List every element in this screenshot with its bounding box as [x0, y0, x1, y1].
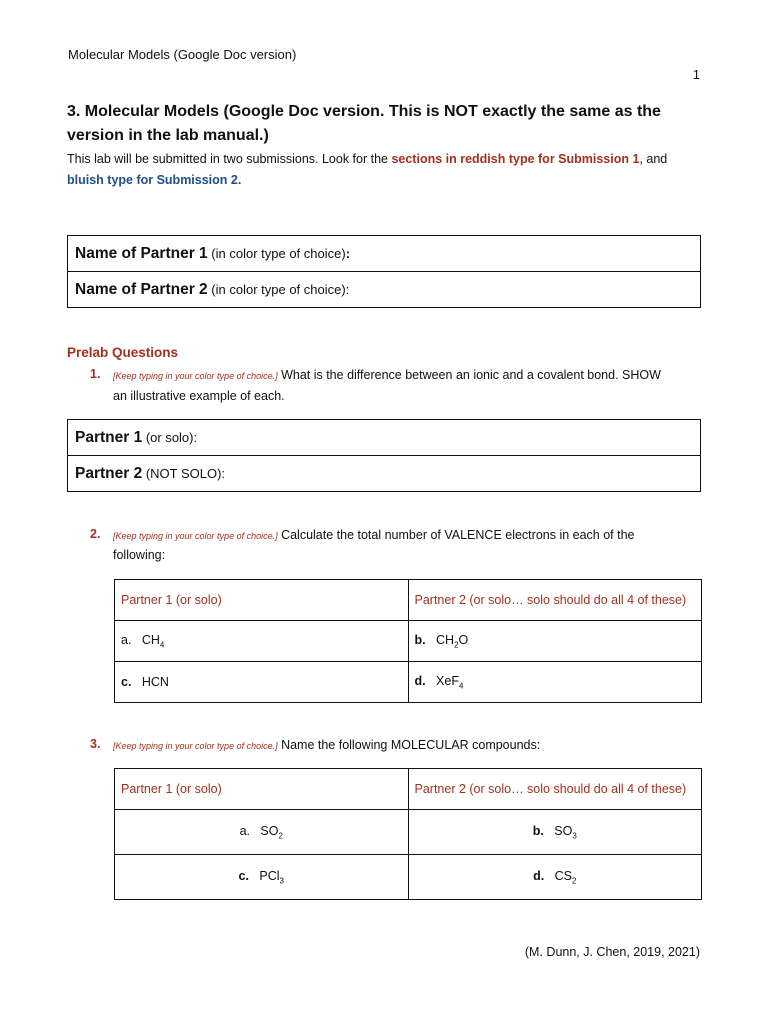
partner-1-note: (in color type of choice): [207, 245, 346, 261]
q3-a-subscript: 2: [278, 831, 283, 841]
q3-item-d[interactable]: [408, 855, 702, 900]
q3-text: [113, 735, 713, 756]
intro-submission-2: bluish type for Submission 2: [67, 173, 238, 187]
q2-d-subscript: 4: [458, 681, 464, 691]
q1-number: 1.: [90, 367, 101, 381]
q1-answer-table: [67, 419, 701, 492]
intro-mid: , and: [639, 152, 668, 166]
q2-c-formula: HCN: [141, 675, 169, 689]
q3-naming-table: [114, 768, 702, 900]
page-number: 1: [692, 67, 700, 82]
q3-c-label: c.: [238, 868, 249, 883]
partner-2-name-cell[interactable]: [68, 272, 701, 308]
q1-question-line-2: an illustrative example of each.: [113, 389, 285, 403]
q2-text: [113, 525, 713, 546]
q3-number: 3.: [90, 737, 101, 751]
q2-col-partner-1: Partner 1 (or solo): [115, 580, 409, 621]
q1-text: [113, 365, 713, 386]
q3-d-label: d.: [533, 868, 545, 883]
q2-item-a[interactable]: [115, 621, 409, 662]
table-row: [68, 236, 701, 272]
table-row: [68, 456, 701, 492]
q3-item-a[interactable]: [115, 810, 409, 855]
partner-2-label: Name of Partner 2: [75, 280, 208, 298]
q2-question-line-2: following:: [113, 548, 166, 562]
table-row: [115, 662, 702, 703]
partner-1-name-cell[interactable]: Name of Partner 1 (in color type of choice):: [68, 236, 701, 272]
q2-d-formula: XeF: [436, 673, 459, 688]
q2-b-formula-tail: O: [458, 632, 469, 647]
table-row: [115, 810, 702, 855]
q3-b-label: b.: [532, 823, 544, 838]
intro-paragraph: [67, 149, 707, 191]
q2-item-c[interactable]: [115, 662, 409, 703]
q2-c-label: c.: [121, 675, 132, 689]
q2-col-partner-2: Partner 2 (or solo… solo should do all 4 of these): [408, 580, 702, 621]
q3-a-formula: SO: [260, 823, 279, 838]
table-row: [68, 420, 701, 456]
q3-col-partner-1: Partner 1 (or solo): [115, 769, 409, 810]
table-row: [115, 580, 702, 621]
q2-keep-note: [Keep typing in your color type of choice.]: [113, 531, 278, 541]
page-title: 3. Molecular Models (Google Doc version. This is NOT exactly the same as the version in the lab manual.): [67, 103, 661, 144]
partner-1-label: Name of Partner 1: [75, 244, 208, 262]
document-footer: (M. Dunn, J. Chen, 2019, 2021): [524, 945, 700, 959]
q3-a-label: a.: [239, 823, 250, 838]
intro-end: .: [237, 173, 242, 187]
q2-b-subscript: 2: [454, 640, 459, 650]
q2-a-formula: CH: [141, 632, 160, 647]
q3-question: Name the following MOLECULAR compounds:: [277, 738, 541, 752]
table-row: [68, 272, 701, 308]
q1-partner-2-label: Partner 2: [75, 464, 143, 482]
q3-col-partner-2: Partner 2 (or solo… solo should do all 4 of these): [408, 769, 702, 810]
table-row: [115, 855, 702, 900]
q3-b-subscript: 3: [572, 831, 577, 841]
q2-b-label: b.: [414, 632, 426, 647]
q2-number: 2.: [90, 527, 101, 541]
table-row: [115, 621, 702, 662]
q1-partner-1-cell[interactable]: [68, 420, 701, 456]
q2-valence-table: [114, 579, 702, 703]
intro-submission-1: sections in reddish type for Submission 1: [391, 152, 640, 166]
q3-item-c[interactable]: [115, 855, 409, 900]
q2-b-formula: CH: [436, 632, 455, 647]
q2-a-label: a.: [121, 632, 132, 647]
q3-d-formula: CS: [554, 868, 572, 883]
q2-question-line-1: Calculate the total number of VALENCE electrons in each of the: [277, 528, 635, 542]
q2-d-label: d.: [414, 673, 426, 688]
q3-keep-note: [Keep typing in your color type of choice.]: [113, 741, 278, 751]
document-header: Molecular Models (Google Doc version): [68, 47, 297, 62]
intro-lead: This lab will be submitted in two submissions. Look for the: [67, 152, 392, 166]
q3-b-formula: SO: [554, 823, 573, 838]
q2-item-b[interactable]: [408, 621, 702, 662]
partner-2-note: (in color type of choice):: [207, 281, 350, 297]
q1-partner-1-note: (or solo):: [142, 429, 198, 445]
q3-c-subscript: 3: [279, 876, 284, 886]
q1-question-line-1: What is the difference between an ionic and a covalent bond. SHOW: [277, 368, 661, 382]
q3-item-b[interactable]: [408, 810, 702, 855]
q1-keep-note: [Keep typing in your color type of choice.]: [113, 371, 278, 381]
prelab-heading: Prelab Questions: [67, 345, 179, 360]
q3-c-formula: PCl: [259, 868, 280, 883]
q2-a-subscript: 4: [159, 640, 165, 650]
q3-d-subscript: 2: [571, 876, 577, 886]
q1-partner-2-note: (NOT SOLO):: [142, 465, 226, 481]
table-row: [115, 769, 702, 810]
partner-names-table: [67, 235, 701, 308]
q1-partner-1-label: Partner 1: [75, 428, 143, 446]
q1-partner-2-cell[interactable]: [68, 456, 701, 492]
q2-item-d[interactable]: [408, 662, 702, 703]
